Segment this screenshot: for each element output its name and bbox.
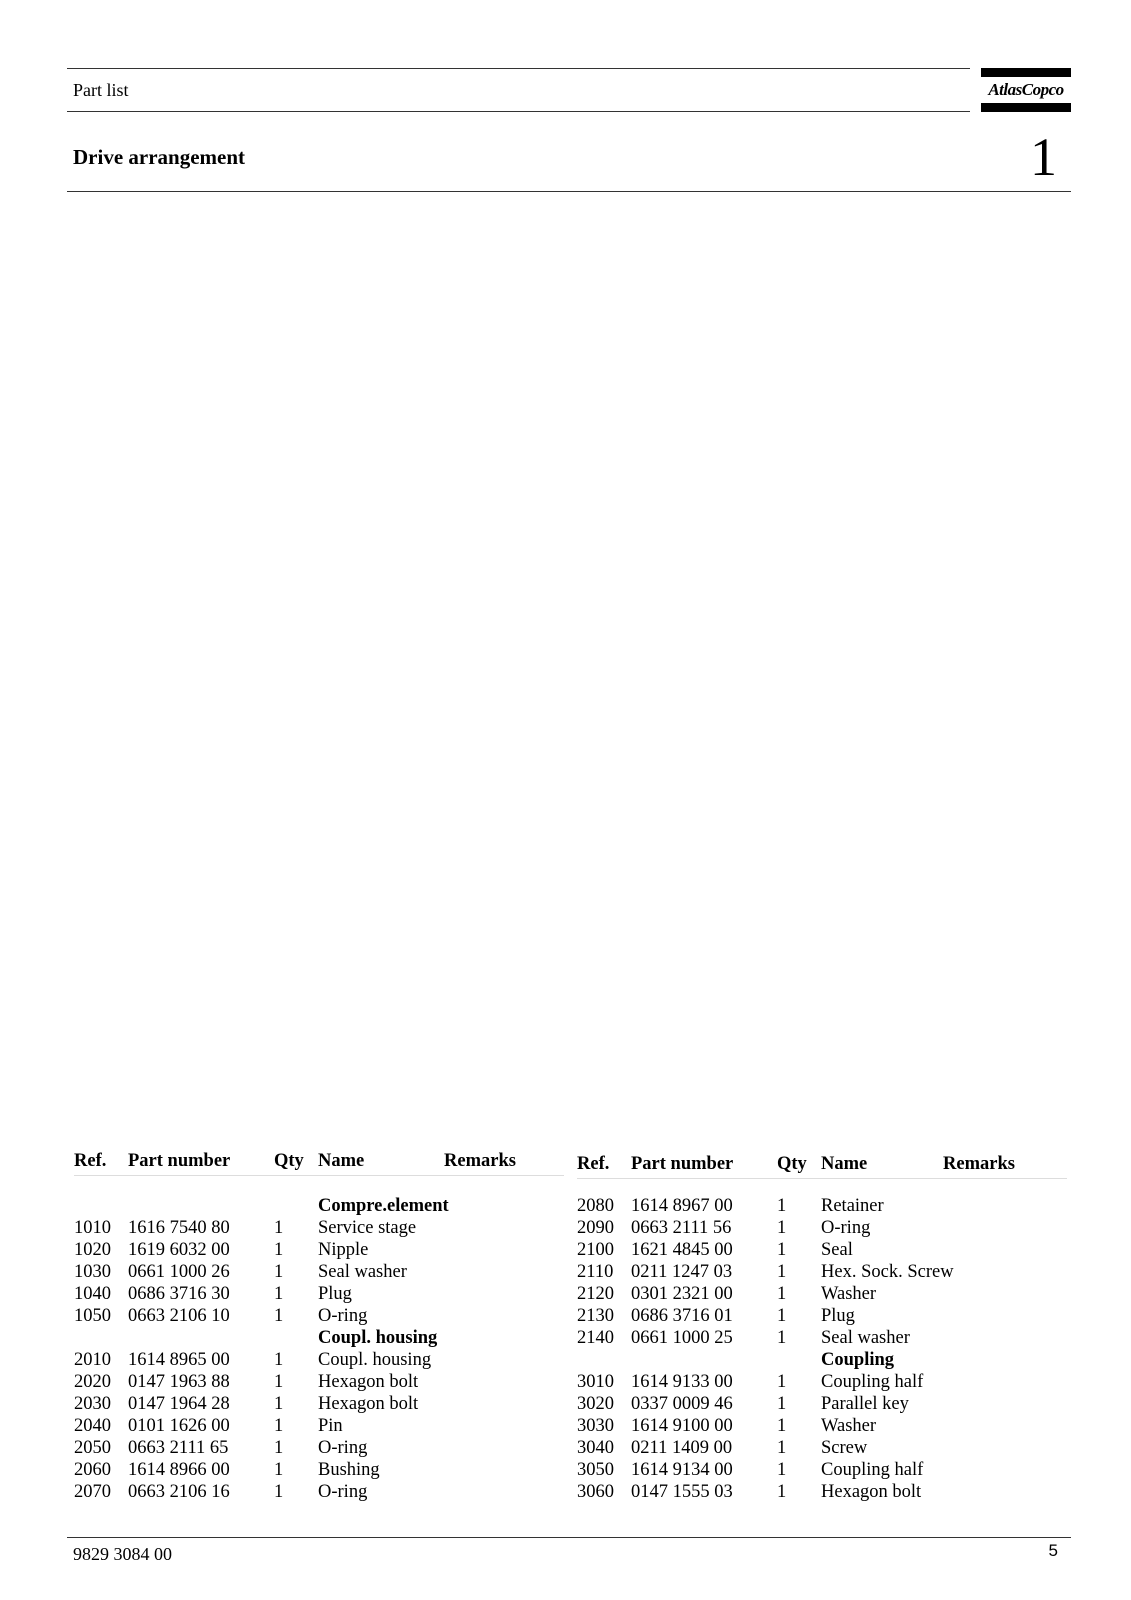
cell-part-number: 1621 4845 00 [631, 1240, 733, 1260]
cell-name: O-ring [318, 1482, 368, 1502]
cell-ref: 2080 [577, 1196, 614, 1216]
cell-name: Screw [821, 1438, 868, 1458]
cell-name: Coupling half [821, 1372, 924, 1392]
cell-qty: 1 [274, 1306, 284, 1326]
cell-name: Coupl. housing [318, 1350, 432, 1370]
cell-part-number: 0663 2106 16 [128, 1482, 230, 1502]
section-number: 1 [1030, 127, 1057, 187]
cell-qty: 1 [274, 1240, 284, 1260]
group-heading-row [577, 1349, 1067, 1371]
header-top-rule [67, 68, 970, 69]
cell-name: Parallel key [821, 1394, 909, 1414]
cell-qty: 1 [274, 1482, 284, 1502]
cell-name: Bushing [318, 1460, 380, 1480]
table-row [74, 1283, 564, 1305]
cell-qty: 1 [777, 1460, 787, 1480]
cell-qty: 1 [274, 1350, 284, 1370]
col-part-number: Part number [631, 1154, 734, 1174]
table-row [74, 1371, 564, 1393]
cell-name: Washer [821, 1416, 877, 1436]
table-row [74, 1437, 564, 1459]
table-row [74, 1261, 564, 1283]
cell-qty: 1 [274, 1218, 284, 1238]
cell-ref: 2100 [577, 1240, 614, 1260]
table-header [577, 1153, 1067, 1175]
cell-name: Retainer [821, 1196, 884, 1216]
cell-qty: 1 [274, 1284, 284, 1304]
table-header-rule [577, 1178, 1067, 1179]
cell-part-number: 0663 2111 65 [128, 1438, 229, 1458]
cell-ref: 2070 [74, 1482, 111, 1502]
table-row [577, 1195, 1067, 1217]
table-row [577, 1459, 1067, 1481]
col-qty: Qty [777, 1154, 807, 1174]
cell-ref: 1010 [74, 1218, 111, 1238]
cell-name: Compre.element [318, 1196, 449, 1216]
col-name: Name [318, 1151, 365, 1171]
cell-part-number: 0663 2111 56 [631, 1218, 732, 1238]
cell-ref: 2050 [74, 1438, 111, 1458]
cell-qty: 1 [777, 1218, 787, 1238]
cell-ref: 2040 [74, 1416, 111, 1436]
cell-ref: 2140 [577, 1328, 614, 1348]
parts-table-left [74, 1150, 564, 1503]
cell-qty: 1 [777, 1372, 787, 1392]
col-part-number: Part number [128, 1151, 231, 1171]
cell-part-number: 1619 6032 00 [128, 1240, 230, 1260]
cell-ref: 3020 [577, 1394, 614, 1414]
cell-part-number: 1616 7540 80 [128, 1218, 230, 1238]
page-number: 5 [1048, 1541, 1058, 1560]
table-row [74, 1305, 564, 1327]
table-rows [74, 1195, 564, 1503]
logo-wordmark: AtlasCopco [988, 80, 1064, 99]
table-row [577, 1305, 1067, 1327]
cell-ref: 3060 [577, 1482, 614, 1502]
cell-part-number: 0101 1626 00 [128, 1416, 230, 1436]
cell-name: Coupling half [821, 1460, 924, 1480]
logo-bottom-bar [981, 103, 1071, 112]
page-title: Drive arrangement [73, 145, 246, 169]
cell-name: Washer [821, 1284, 877, 1304]
cell-part-number: 0147 1964 28 [128, 1394, 230, 1414]
title-rule [67, 191, 1071, 192]
table-row [74, 1481, 564, 1503]
group-heading-row [74, 1195, 564, 1217]
cell-ref: 2030 [74, 1394, 111, 1414]
cell-ref: 3010 [577, 1372, 614, 1392]
cell-part-number: 0663 2106 10 [128, 1306, 230, 1326]
table-row [577, 1481, 1067, 1503]
header-label: Part list [73, 80, 129, 100]
table-header [74, 1150, 564, 1172]
table-row [577, 1437, 1067, 1459]
cell-ref: 2120 [577, 1284, 614, 1304]
cell-name: Hexagon bolt [318, 1372, 419, 1392]
cell-ref: 3030 [577, 1416, 614, 1436]
cell-ref: 2010 [74, 1350, 111, 1370]
table-row [577, 1327, 1067, 1349]
cell-part-number: 1614 9134 00 [631, 1460, 733, 1480]
cell-name: O-ring [318, 1438, 368, 1458]
cell-name: Seal washer [821, 1328, 910, 1348]
table-row [577, 1415, 1067, 1437]
table-row [577, 1239, 1067, 1261]
cell-part-number: 0661 1000 25 [631, 1328, 733, 1348]
table-row [74, 1349, 564, 1371]
cell-name: Service stage [318, 1218, 417, 1238]
table-row [74, 1239, 564, 1261]
cell-part-number: 1614 9133 00 [631, 1372, 733, 1392]
cell-ref: 1020 [74, 1240, 111, 1260]
cell-qty: 1 [777, 1196, 787, 1216]
table-row [74, 1217, 564, 1239]
cell-qty: 1 [777, 1416, 787, 1436]
cell-part-number: 1614 9100 00 [631, 1416, 733, 1436]
cell-qty: 1 [777, 1262, 787, 1282]
cell-part-number: 0147 1555 03 [631, 1482, 733, 1502]
cell-name: Nipple [318, 1240, 369, 1260]
cell-qty: 1 [777, 1394, 787, 1414]
cell-part-number: 0211 1409 00 [631, 1438, 733, 1458]
document-number: 9829 3084 00 [73, 1544, 172, 1564]
cell-ref: 3040 [577, 1438, 614, 1458]
table-row [577, 1217, 1067, 1239]
cell-part-number: 0337 0009 46 [631, 1394, 733, 1414]
cell-ref: 2060 [74, 1460, 111, 1480]
table-row [74, 1393, 564, 1415]
cell-name: Plug [821, 1306, 855, 1326]
cell-part-number: 1614 8966 00 [128, 1460, 230, 1480]
cell-ref: 2130 [577, 1306, 614, 1326]
table-row [577, 1261, 1067, 1283]
cell-qty: 1 [777, 1438, 787, 1458]
cell-name: Pin [318, 1416, 343, 1436]
table-row [577, 1283, 1067, 1305]
cell-part-number: 0147 1963 88 [128, 1372, 230, 1392]
cell-name: Hexagon bolt [821, 1482, 922, 1502]
cell-name: Seal washer [318, 1262, 407, 1282]
col-ref: Ref. [577, 1154, 610, 1174]
cell-qty: 1 [274, 1262, 284, 1282]
cell-name: Hex. Sock. Screw [821, 1262, 954, 1282]
cell-part-number: 1614 8965 00 [128, 1350, 230, 1370]
cell-ref: 1040 [74, 1284, 111, 1304]
table-row [74, 1459, 564, 1481]
cell-name: Seal [821, 1240, 853, 1260]
cell-ref: 2020 [74, 1372, 111, 1392]
col-ref: Ref. [74, 1151, 107, 1171]
cell-qty: 1 [777, 1306, 787, 1326]
cell-name: O-ring [318, 1306, 368, 1326]
parts-table-right [577, 1150, 1067, 1503]
table-row [577, 1393, 1067, 1415]
cell-name: O-ring [821, 1218, 871, 1238]
cell-ref: 1050 [74, 1306, 111, 1326]
col-remarks: Remarks [943, 1154, 1015, 1174]
cell-name: Plug [318, 1284, 352, 1304]
logo-top-bar [981, 68, 1071, 77]
table-row [577, 1371, 1067, 1393]
cell-name: Coupl. housing [318, 1328, 438, 1348]
cell-ref: 2110 [577, 1262, 614, 1282]
cell-qty: 1 [274, 1438, 284, 1458]
cell-ref: 1030 [74, 1262, 111, 1282]
cell-qty: 1 [274, 1416, 284, 1436]
cell-part-number: 0686 3716 01 [631, 1306, 733, 1326]
cell-qty: 1 [777, 1284, 787, 1304]
cell-qty: 1 [274, 1460, 284, 1480]
cell-qty: 1 [777, 1240, 787, 1260]
cell-ref: 2090 [577, 1218, 614, 1238]
cell-qty: 1 [274, 1394, 284, 1414]
col-qty: Qty [274, 1151, 304, 1171]
atlas-copco-logo [981, 68, 1071, 112]
cell-name: Hexagon bolt [318, 1394, 419, 1414]
cell-part-number: 0301 2321 00 [631, 1284, 733, 1304]
table-row [74, 1415, 564, 1437]
table-rows [577, 1195, 1067, 1503]
cell-part-number: 0661 1000 26 [128, 1262, 230, 1282]
cell-part-number: 1614 8967 00 [631, 1196, 733, 1216]
footer-rule [67, 1537, 1071, 1538]
group-heading-row [74, 1327, 564, 1349]
cell-part-number: 0686 3716 30 [128, 1284, 230, 1304]
cell-qty: 1 [777, 1482, 787, 1502]
table-header-rule [74, 1175, 564, 1176]
cell-qty: 1 [274, 1372, 284, 1392]
cell-ref: 3050 [577, 1460, 614, 1480]
cell-name: Coupling [821, 1350, 895, 1370]
col-remarks: Remarks [444, 1151, 516, 1171]
cell-qty: 1 [777, 1328, 787, 1348]
header-bottom-rule [67, 111, 970, 112]
cell-part-number: 0211 1247 03 [631, 1262, 733, 1282]
col-name: Name [821, 1154, 868, 1174]
